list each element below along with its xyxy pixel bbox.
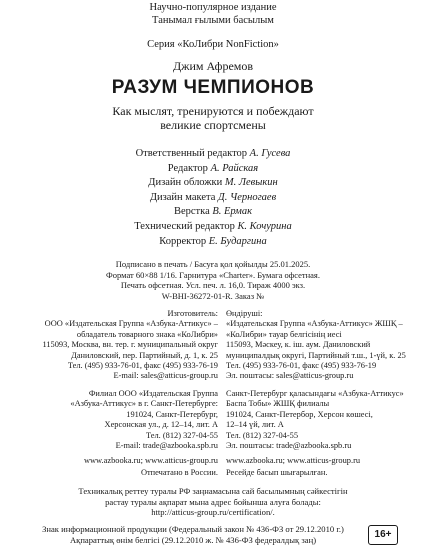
printed-in-ru: Отпечатано в России. — [140, 468, 218, 477]
manufacturer-label-ru: Изготовитель: — [167, 309, 218, 318]
credit-editor — [0, 162, 426, 177]
credits-list — [0, 147, 426, 249]
print-line: Печать офсетная. Усл. печ. л. 16,0. Тираж 4000 экз. — [120, 280, 306, 291]
tech-line: Техникалық реттеу туралы РФ заңнамасына сай басылымның сәйкестігін — [78, 486, 348, 496]
credit-name: В. Ермак — [212, 206, 253, 218]
manufacturer-line: «Издательская Группа «Азбука-Аттикус» ЖШҚ – — [226, 319, 403, 329]
credit-role: Редактор — [167, 162, 208, 174]
mark-line-ru: Знак информационной продукции (Федеральный закон № 436-ФЗ от 29.12.2010 г.) — [42, 524, 344, 534]
credit-cover-design — [0, 176, 426, 191]
print-line: W-BHI-36272-01-R. Заказ № — [161, 290, 265, 301]
printed-in-row — [32, 468, 412, 479]
book-subtitle — [0, 104, 426, 132]
branch-line: 12–14 үй, лит. А — [226, 420, 284, 430]
credit-technical-editor — [0, 220, 426, 235]
printed-in-kz: Ресейде басып шығарылған. — [226, 468, 328, 477]
book-title: РАЗУМ ЧЕМПИОНОВ — [111, 77, 315, 98]
credit-name: А. Гусева — [249, 148, 291, 159]
branch-line: Эл. поштасы: trade@azbooka.spb.ru — [226, 441, 352, 451]
manufacturer-block — [32, 309, 412, 381]
imprint-page — [0, 2, 426, 552]
credit-name: М. Левыкин — [224, 177, 278, 189]
credit-name: Д. Черногаев — [218, 191, 277, 203]
branch-line: Херсонская ул., д. 12–14, лит. А — [104, 420, 218, 430]
branch-line: «Азбука-Аттикус» в г. Санкт-Петербурге: — [70, 399, 218, 409]
credit-role: Верстка — [173, 206, 210, 218]
branch-line: 191024, Санкт-Петербор, Херсон көшесі, — [226, 409, 373, 419]
print-line: Подписано в печать / Басуға қол қойылды 25.01.2025. — [115, 259, 311, 270]
credit-role: Дизайн макета — [149, 191, 216, 203]
credit-role: Ответственный редактор — [135, 148, 248, 159]
edition-type-kz: Танымал ғылыми басылым — [152, 14, 274, 26]
subtitle-line: Как мыслят, тренируются и побеждают — [112, 104, 314, 118]
credit-proofreader — [0, 235, 426, 250]
manufacturer-line: Тел. (495) 933-76-01, факс (495) 933-76-19 — [67, 361, 218, 371]
websites-row — [32, 456, 412, 467]
credit-role: Дизайн обложки — [148, 177, 223, 189]
print-details — [0, 259, 426, 301]
certification-link[interactable]: http://atticus-group.ru/certification/. — [151, 507, 275, 517]
manufacturer-line: обладатель товарного знака «КоЛибри» — [76, 329, 218, 339]
website-links-kz[interactable]: www.azbooka.ru; www.atticus-group.ru — [226, 456, 361, 465]
branch-line: Санкт-Петербург қаласындағы «Азбука-Аттикус» — [226, 389, 404, 398]
book-author: Джим Афремов — [172, 59, 254, 73]
manufacturer-line: «КоЛибри» тауар белгісінің иесі — [226, 329, 342, 339]
subtitle-line: великие спортсмены — [160, 118, 266, 132]
age-rating-badge: 16+ — [368, 525, 398, 545]
tech-line: растау туралы ақпарат мына адрес бойынша алуға болады: — [105, 496, 321, 507]
manufacturer-ru — [32, 309, 218, 382]
branch-line: Баспа Тобы» ЖШҚ филиалы — [226, 399, 330, 409]
credit-name: К. Кочурина — [237, 220, 292, 232]
info-product-mark — [30, 524, 356, 545]
manufacturer-kz — [226, 309, 416, 382]
branch-block — [32, 389, 412, 451]
manufacturer-line: ООО «Издательская Группа «Азбука-Аттикус» – — [44, 319, 218, 329]
manufacturer-line: Даниловский, пер. Партийный, д. 1, к. 25 — [71, 350, 218, 360]
branch-line: Тел. (812) 327-04-55 — [145, 430, 218, 440]
manufacturer-line: муниципалдық округі, Партийный т.ш., 1-үй, к. 25 — [226, 350, 406, 360]
branch-line: Тел. (812) 327-04-55 — [226, 430, 299, 440]
branch-line: Филиал ООО «Издательская Группа — [88, 389, 218, 398]
website-links-ru[interactable]: www.azbooka.ru; www.atticus-group.ru — [83, 456, 218, 465]
tech-regulation-note — [40, 486, 386, 518]
credit-typesetting — [0, 205, 426, 220]
branch-line: E-mail: trade@azbooka.spb.ru — [115, 441, 218, 451]
branch-line: 191024, Санкт-Петербург, — [126, 409, 218, 419]
credit-role: Технический редактор — [134, 220, 235, 232]
credit-editor-in-charge — [0, 147, 426, 162]
edition-type — [0, 2, 426, 27]
edition-type-ru: Научно-популярное издание — [149, 2, 277, 13]
print-line: Формат 60×88 1/16. Гарнитура «Charter». Бумага офсетная. — [106, 269, 320, 280]
manufacturer-line: Тел. (495) 933-76-01, факс (495) 933-76-19 — [226, 361, 377, 371]
manufacturer-line: E-mail: sales@atticus-group.ru — [113, 371, 218, 381]
series-name: Серия «КоЛибри NonFiction» — [147, 39, 279, 50]
manufacturer-line: Эл. поштасы: sales@atticus-group.ru — [226, 371, 354, 381]
mark-line-kz: Ақпараттық өнім белгісі (29.12.2010 ж. № 436-ФЗ федералдық заң) — [69, 534, 317, 545]
manufacturer-line: 115093, Мәскеу, к. іш. аум. Даниловский — [226, 340, 371, 350]
credit-role: Корректор — [159, 235, 207, 247]
manufacturer-line: 115093, Москва, вн. тер. г. муниципальный округ — [42, 340, 218, 350]
branch-ru — [32, 389, 218, 451]
credit-name: Е. Бударгина — [208, 235, 267, 247]
branch-kz — [226, 389, 416, 451]
credit-name: А. Райская — [210, 162, 259, 174]
credit-layout-design — [0, 191, 426, 206]
manufacturer-label-kz: Өндіруші: — [226, 309, 263, 318]
